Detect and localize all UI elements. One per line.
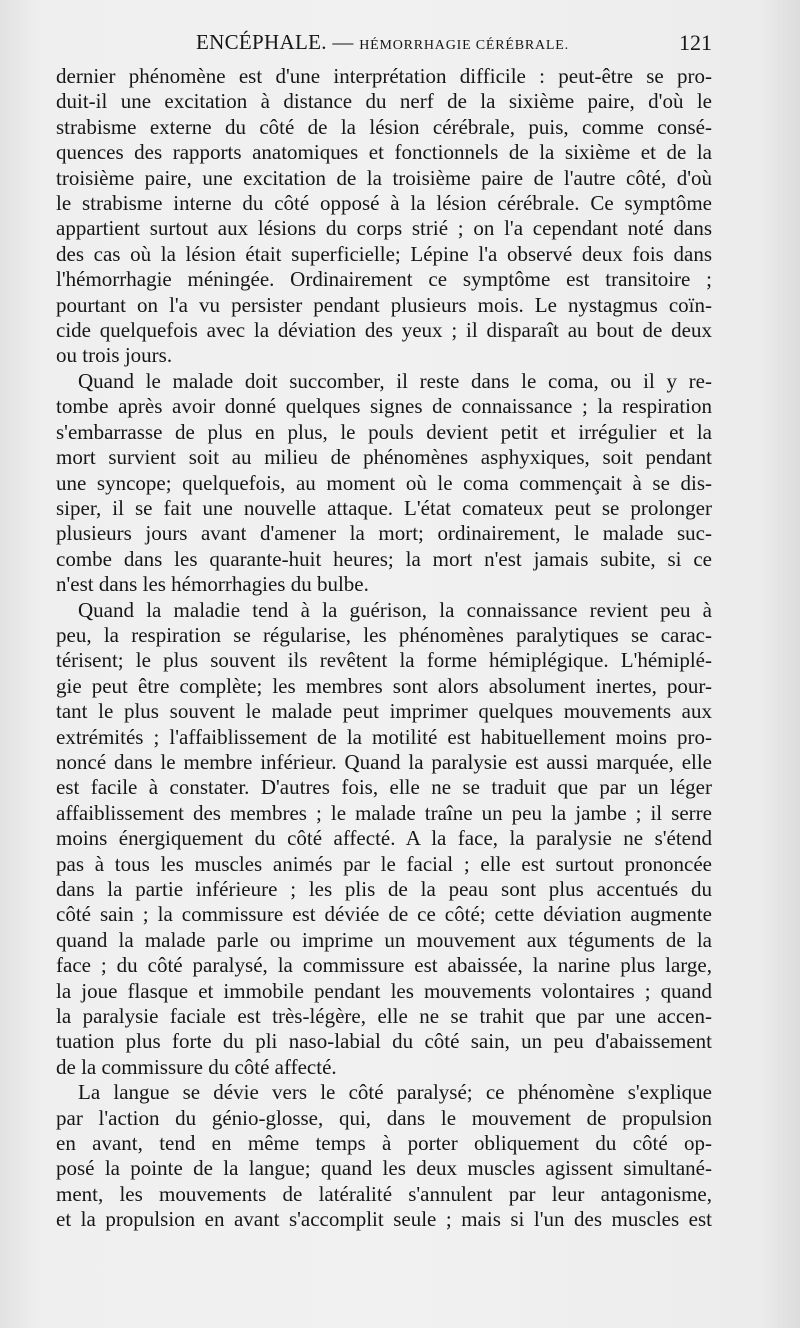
text-line: en avant, tend en même temps à porter obliquement du côté op- — [56, 1131, 712, 1156]
text-line: extrémités ; l'affaiblissement de la motilité est habituellement moins pro- — [56, 724, 712, 749]
text-line: et la propulsion en avant s'accomplit seule ; mais si l'un des muscles est — [56, 1207, 712, 1232]
text-line: de la commissure du côté affecté. — [56, 1054, 337, 1079]
text-line: la joue flasque et immobile pendant les mouvements volontaires ; quand — [56, 978, 712, 1003]
running-header — [56, 28, 712, 62]
text-line: l'hémorrhagie méningée. Ordinairement ce symptôme est transitoire ; — [56, 267, 712, 292]
text-line: n'est dans les hémorrhagies du bulbe. — [56, 572, 369, 597]
text-line: combe dans les quarante-huit heures; la mort n'est jamais subite, si ce — [56, 546, 712, 571]
text-line: ou trois jours. — [56, 343, 173, 368]
text-line: quand la malade parle ou imprime un mouvement aux téguments de la — [56, 927, 712, 952]
running-title — [196, 30, 569, 55]
text-line: Quand la maladie tend à la guérison, la connaissance revient peu à — [78, 597, 712, 622]
text-line: troisième paire, une excitation de la troisième paire de l'autre côté, d'où — [56, 165, 712, 190]
text-line: Quand le malade doit succomber, il reste dans le coma, ou il y re- — [78, 368, 712, 393]
text-line: pourtant on l'a vu persister pendant plusieurs mois. Le nystagmus coïn- — [56, 292, 712, 317]
text-line: est facile à constater. D'autres fois, elle ne se traduit que par un léger — [56, 775, 712, 800]
text-line: la paralysie faciale est très-légère, elle ne se trahit que par une accen- — [56, 1004, 712, 1029]
text-line: mort survient soit au milieu de phénomènes asphyxiques, soit pendant — [56, 445, 712, 470]
text-line: térisent; le plus souvent ils revêtent la forme hémiplégique. L'hémiplé- — [56, 648, 712, 673]
text-line: posé la pointe de la langue; quand les deux muscles agissent simultané- — [56, 1156, 712, 1181]
title-separator: — — [332, 30, 354, 54]
body-text — [56, 64, 712, 1233]
text-line: appartient surtout aux lésions du corps strié ; on l'a cependant noté dans — [56, 216, 712, 241]
text-line: gie peut être complète; les membres sont alors absolument inertes, pour- — [56, 673, 712, 698]
text-line: le strabisme interne du côté opposé à la lésion cérébrale. Ce symptôme — [56, 191, 712, 216]
text-line: face ; du côté paralysé, la commissure est abaissée, la narine plus large, — [56, 953, 712, 978]
text-line: moins énergiquement du côté affecté. A la face, la paralysie ne s'étend — [56, 826, 712, 851]
page-number: 121 — [679, 30, 712, 55]
text-line: quences des rapports anatomiques et fonctionnels de la sixième et de la — [56, 140, 712, 165]
text-line: strabisme externe du côté de la lésion cérébrale, puis, comme consé- — [56, 114, 712, 139]
text-line: duit-il une excitation à distance du nerf de la sixième paire, d'où le — [56, 89, 712, 114]
text-line: côté sain ; la commissure est déviée de ce côté; cette déviation augmente — [56, 902, 712, 927]
text-line: pas à tous les muscles animés par le facial ; elle est surtout prononcée — [56, 851, 712, 876]
text-line: ment, les mouvements de latéralité s'annulent par leur antagonisme, — [56, 1181, 712, 1206]
text-line: La langue se dévie vers le côté paralysé; ce phénomène s'explique — [78, 1080, 712, 1105]
text-line: peu, la respiration se régularise, les phénomènes paralytiques se carac- — [56, 622, 712, 647]
text-line: une syncope; quelquefois, au moment où le coma commençait à se dis- — [56, 470, 712, 495]
text-line: tuation plus forte du pli naso-labial du côté sain, un peu d'abaissement — [56, 1029, 712, 1054]
text-line: plusieurs jours avant d'amener la mort; ordinairement, le malade suc- — [56, 521, 712, 546]
section-title: HÉMORRHAGIE CÉRÉBRALE. — [359, 38, 569, 53]
text-line: noncé dans le membre inférieur. Quand la paralysie est aussi marquée, elle — [56, 749, 712, 774]
text-line: des cas où la lésion était superficielle; Lépine l'a observé deux fois dans — [56, 241, 712, 266]
text-line: s'embarrasse de plus en plus, le pouls devient petit et irrégulier et la — [56, 419, 712, 444]
text-line: cide quelquefois avec la déviation des yeux ; il disparaît au bout de deux — [56, 318, 712, 343]
text-line: dans la partie inférieure ; les plis de la peau sont plus accentués du — [56, 877, 712, 901]
text-line: dernier phénomène est d'une interprétation difficile : peut-être se pro- — [56, 64, 712, 88]
chapter-title: ENCÉPHALE. — [196, 30, 327, 54]
text-line: tombe après avoir donné quelques signes de connaissance ; la respiration — [56, 394, 712, 419]
text-line: par l'action du génio-glosse, qui, dans le mouvement de propulsion — [56, 1105, 712, 1130]
text-line: siper, il se fait une nouvelle attaque. L'état comateux peut se prolonger — [56, 495, 712, 520]
text-line: tant le plus souvent le malade peut imprimer quelques mouvements aux — [56, 699, 712, 724]
text-line: affaiblissement des membres ; le malade traîne un peu la jambe ; il serre — [56, 800, 712, 825]
